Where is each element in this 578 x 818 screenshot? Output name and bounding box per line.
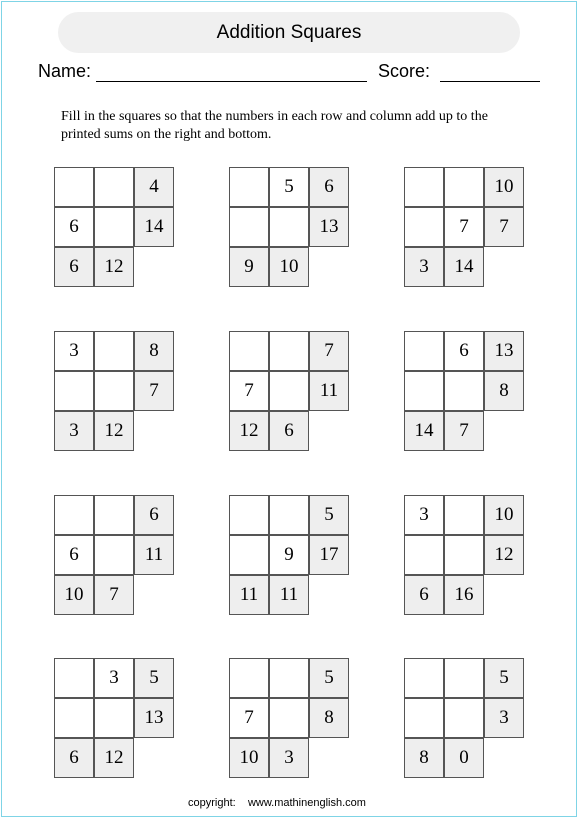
entry-cell[interactable]: 7 (229, 371, 269, 411)
entry-cell[interactable] (404, 658, 444, 698)
entry-cell[interactable] (444, 658, 484, 698)
sum-cell: 8 (309, 698, 349, 738)
entry-cell[interactable] (94, 495, 134, 535)
sum-cell: 6 (54, 247, 94, 287)
worksheet-title (58, 12, 520, 53)
entry-cell[interactable] (404, 331, 444, 371)
sum-cell: 10 (484, 495, 524, 535)
sum-cell: 6 (269, 411, 309, 451)
sum-cell: 14 (444, 247, 484, 287)
entry-cell[interactable]: 3 (54, 331, 94, 371)
sum-cell: 3 (269, 738, 309, 778)
puzzle-9 (404, 495, 525, 616)
entry-cell[interactable] (404, 698, 444, 738)
entry-cell[interactable] (444, 495, 484, 535)
entry-cell[interactable]: 7 (229, 698, 269, 738)
entry-cell[interactable] (229, 207, 269, 247)
puzzle-4 (54, 331, 175, 452)
sum-cell: 14 (134, 207, 174, 247)
entry-cell[interactable] (444, 167, 484, 207)
copyright-label: copyright: (188, 797, 236, 809)
instructions: Fill in the squares so that the numbers in each row and column add up to the printed sums on the right and bottom. (61, 109, 488, 142)
sum-cell: 6 (54, 738, 94, 778)
sum-cell: 12 (94, 411, 134, 451)
name-label: Name: (38, 61, 92, 81)
sum-cell: 9 (229, 247, 269, 287)
sum-cell: 3 (54, 411, 94, 451)
website-link[interactable]: www.mathinenglish.com (247, 797, 366, 809)
sum-cell: 13 (484, 331, 524, 371)
entry-cell[interactable] (444, 698, 484, 738)
entry-cell[interactable] (94, 698, 134, 738)
entry-cell[interactable] (404, 371, 444, 411)
entry-cell[interactable] (54, 371, 94, 411)
puzzle-7 (54, 495, 175, 616)
sum-cell: 8 (404, 738, 444, 778)
entry-cell[interactable] (269, 495, 309, 535)
sum-cell: 12 (484, 535, 524, 575)
entry-cell[interactable] (404, 207, 444, 247)
sum-cell: 8 (484, 371, 524, 411)
sum-cell: 7 (134, 371, 174, 411)
sum-cell: 10 (229, 738, 269, 778)
entry-cell[interactable] (269, 698, 309, 738)
entry-cell[interactable] (444, 535, 484, 575)
entry-cell[interactable] (269, 371, 309, 411)
entry-cell[interactable] (94, 331, 134, 371)
sum-cell: 11 (134, 535, 174, 575)
entry-cell[interactable]: 3 (94, 658, 134, 698)
sum-cell: 12 (94, 247, 134, 287)
entry-cell[interactable] (94, 207, 134, 247)
sum-cell: 7 (309, 331, 349, 371)
entry-cell[interactable] (269, 658, 309, 698)
sum-cell: 17 (309, 535, 349, 575)
footer (188, 797, 366, 809)
entry-cell[interactable] (54, 658, 94, 698)
sum-cell: 6 (404, 575, 444, 615)
title-text: Addition Squares (216, 21, 362, 43)
sum-cell: 13 (309, 207, 349, 247)
entry-cell[interactable] (269, 331, 309, 371)
sum-cell: 7 (484, 207, 524, 247)
sum-cell: 11 (229, 575, 269, 615)
entry-cell[interactable]: 6 (444, 331, 484, 371)
puzzle-2 (229, 167, 350, 288)
sum-cell: 11 (309, 371, 349, 411)
entry-cell[interactable] (229, 535, 269, 575)
sum-cell: 13 (134, 698, 174, 738)
puzzle-6 (404, 331, 525, 452)
score-label: Score: (378, 61, 431, 81)
sum-cell: 0 (444, 738, 484, 778)
entry-cell[interactable]: 3 (404, 495, 444, 535)
sum-cell: 16 (444, 575, 484, 615)
sum-cell: 5 (134, 658, 174, 698)
sum-cell: 3 (484, 698, 524, 738)
puzzle-10 (54, 658, 175, 779)
sum-cell: 5 (484, 658, 524, 698)
entry-cell[interactable] (54, 167, 94, 207)
sum-cell: 12 (229, 411, 269, 451)
puzzle-11 (229, 658, 350, 779)
puzzle-5 (229, 331, 350, 452)
entry-cell[interactable]: 6 (54, 207, 94, 247)
sum-cell: 10 (484, 167, 524, 207)
sum-cell: 4 (134, 167, 174, 207)
entry-cell[interactable] (404, 535, 444, 575)
entry-cell[interactable] (229, 658, 269, 698)
name-blank-line[interactable] (96, 81, 367, 82)
puzzle-8 (229, 495, 350, 616)
puzzle-12 (404, 658, 525, 779)
entry-cell[interactable]: 5 (269, 167, 309, 207)
entry-cell[interactable]: 7 (444, 207, 484, 247)
entry-cell[interactable] (444, 371, 484, 411)
sum-cell: 12 (94, 738, 134, 778)
sum-cell: 5 (309, 495, 349, 535)
entry-cell[interactable] (94, 535, 134, 575)
entry-cell[interactable]: 9 (269, 535, 309, 575)
entry-cell[interactable] (269, 207, 309, 247)
sum-cell: 7 (444, 411, 484, 451)
puzzle-1 (54, 167, 175, 288)
sum-cell: 3 (404, 247, 444, 287)
sum-cell: 6 (134, 495, 174, 535)
score-blank-line[interactable] (440, 81, 540, 82)
sum-cell: 10 (54, 575, 94, 615)
sum-cell: 5 (309, 658, 349, 698)
entry-cell[interactable] (54, 698, 94, 738)
entry-cell[interactable] (94, 167, 134, 207)
entry-cell[interactable] (229, 331, 269, 371)
entry-cell[interactable] (54, 495, 94, 535)
puzzle-3 (404, 167, 525, 288)
sum-cell: 6 (309, 167, 349, 207)
entry-cell[interactable] (94, 371, 134, 411)
entry-cell[interactable] (404, 167, 444, 207)
entry-cell[interactable]: 6 (54, 535, 94, 575)
entry-cell[interactable] (229, 167, 269, 207)
sum-cell: 10 (269, 247, 309, 287)
sum-cell: 11 (269, 575, 309, 615)
entry-cell[interactable] (229, 495, 269, 535)
sum-cell: 7 (94, 575, 134, 615)
sum-cell: 14 (404, 411, 444, 451)
sum-cell: 8 (134, 331, 174, 371)
